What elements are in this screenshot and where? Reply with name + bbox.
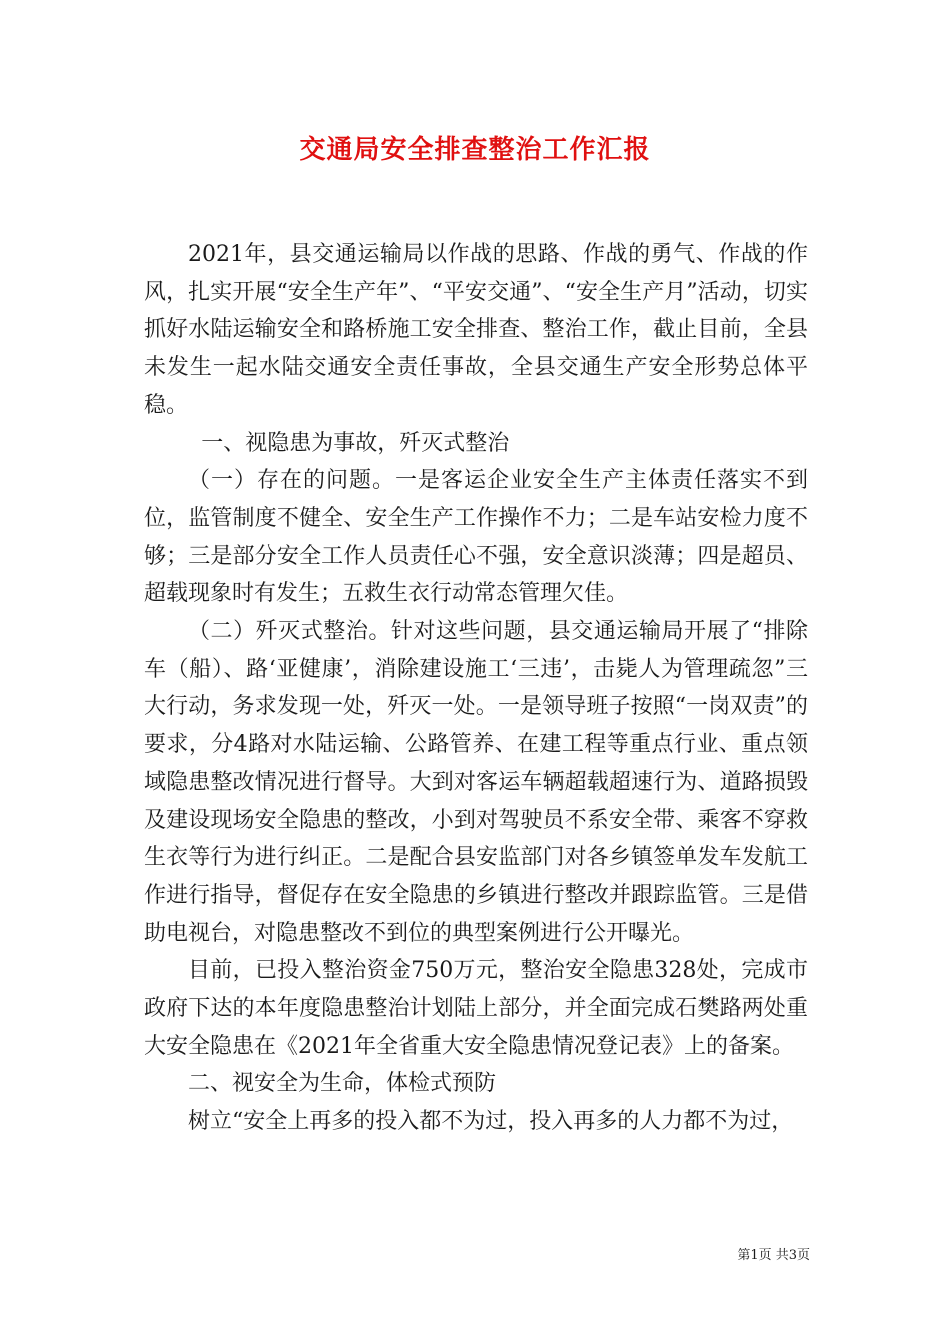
document-title: 交通局安全排查整治工作汇报 [299, 135, 651, 165]
paragraph-prevention: 树立“安全上再多的投入都不为过，投入再多的人力都不为过， [188, 1109, 794, 1135]
paragraph-intro: 2021年，县交通运输局以作战的思路、作战的勇气、作战的作风，扎实开展“安全生产年”、“平安交通”、“安全生产月”活动，切实抓好水陆运输安全和路桥施工安全排查、整治工作，截止目前，全县未发生一起水陆交通安全责任事故，全县交通生产安全形势总体平稳。 [144, 242, 808, 418]
paragraph-progress: 目前，已投入整治资金750万元，整治安全隐患328处，完成市政府下达的本年度隐患整治计划陆上部分，并全面完成石樊路两处重大安全隐患在《2021年全省重大安全隐患情况登记表》上的备案。 [144, 958, 808, 1059]
section-heading-1: 一、视隐患为事故，歼灭式整治 [201, 430, 510, 456]
paragraph-problems: （一）存在的问题。一是客运企业安全生产主体责任落实不到位，监管制度不健全、安全生产工作操作不力；二是车站安检力度不够；三是部分安全工作人员责任心不强，安全意识淡薄；四是超员、超载现象时有发生；五救生衣行动常态管理欠佳。 [144, 468, 808, 607]
paragraph-rectification: （二）歼灭式整治。针对这些问题，县交通运输局开展了“排除车（船）、路‘亚健康’，消除建设施工‘三违’，击毙人为管理疏忽”三大行动，务求发现一处，歼灭一处。一是领导班子按照“一岗双责”的要求，分4路对水陆运输、公路管养、在建工程等重点行业、重点领域隐患整改情况进行督导。大到对客运车辆超载超速行为、道路损毁及建设现场安全隐患的整改，小到对驾驶员不系安全带、乘客不穿救生衣等行为进行纠正。二是配合县安监部门对各乡镇签单发车发航工作进行指导，督促存在安全隐患的乡镇进行整改并跟踪监管。三是借助电视台，对隐患整改不到位的典型案例进行公开曝光。 [144, 619, 808, 946]
page-number: 第1页 共3页 [737, 1248, 810, 1263]
section-heading-2: 二、视安全为生命，体检式预防 [188, 1071, 497, 1097]
document-body [144, 236, 808, 1141]
